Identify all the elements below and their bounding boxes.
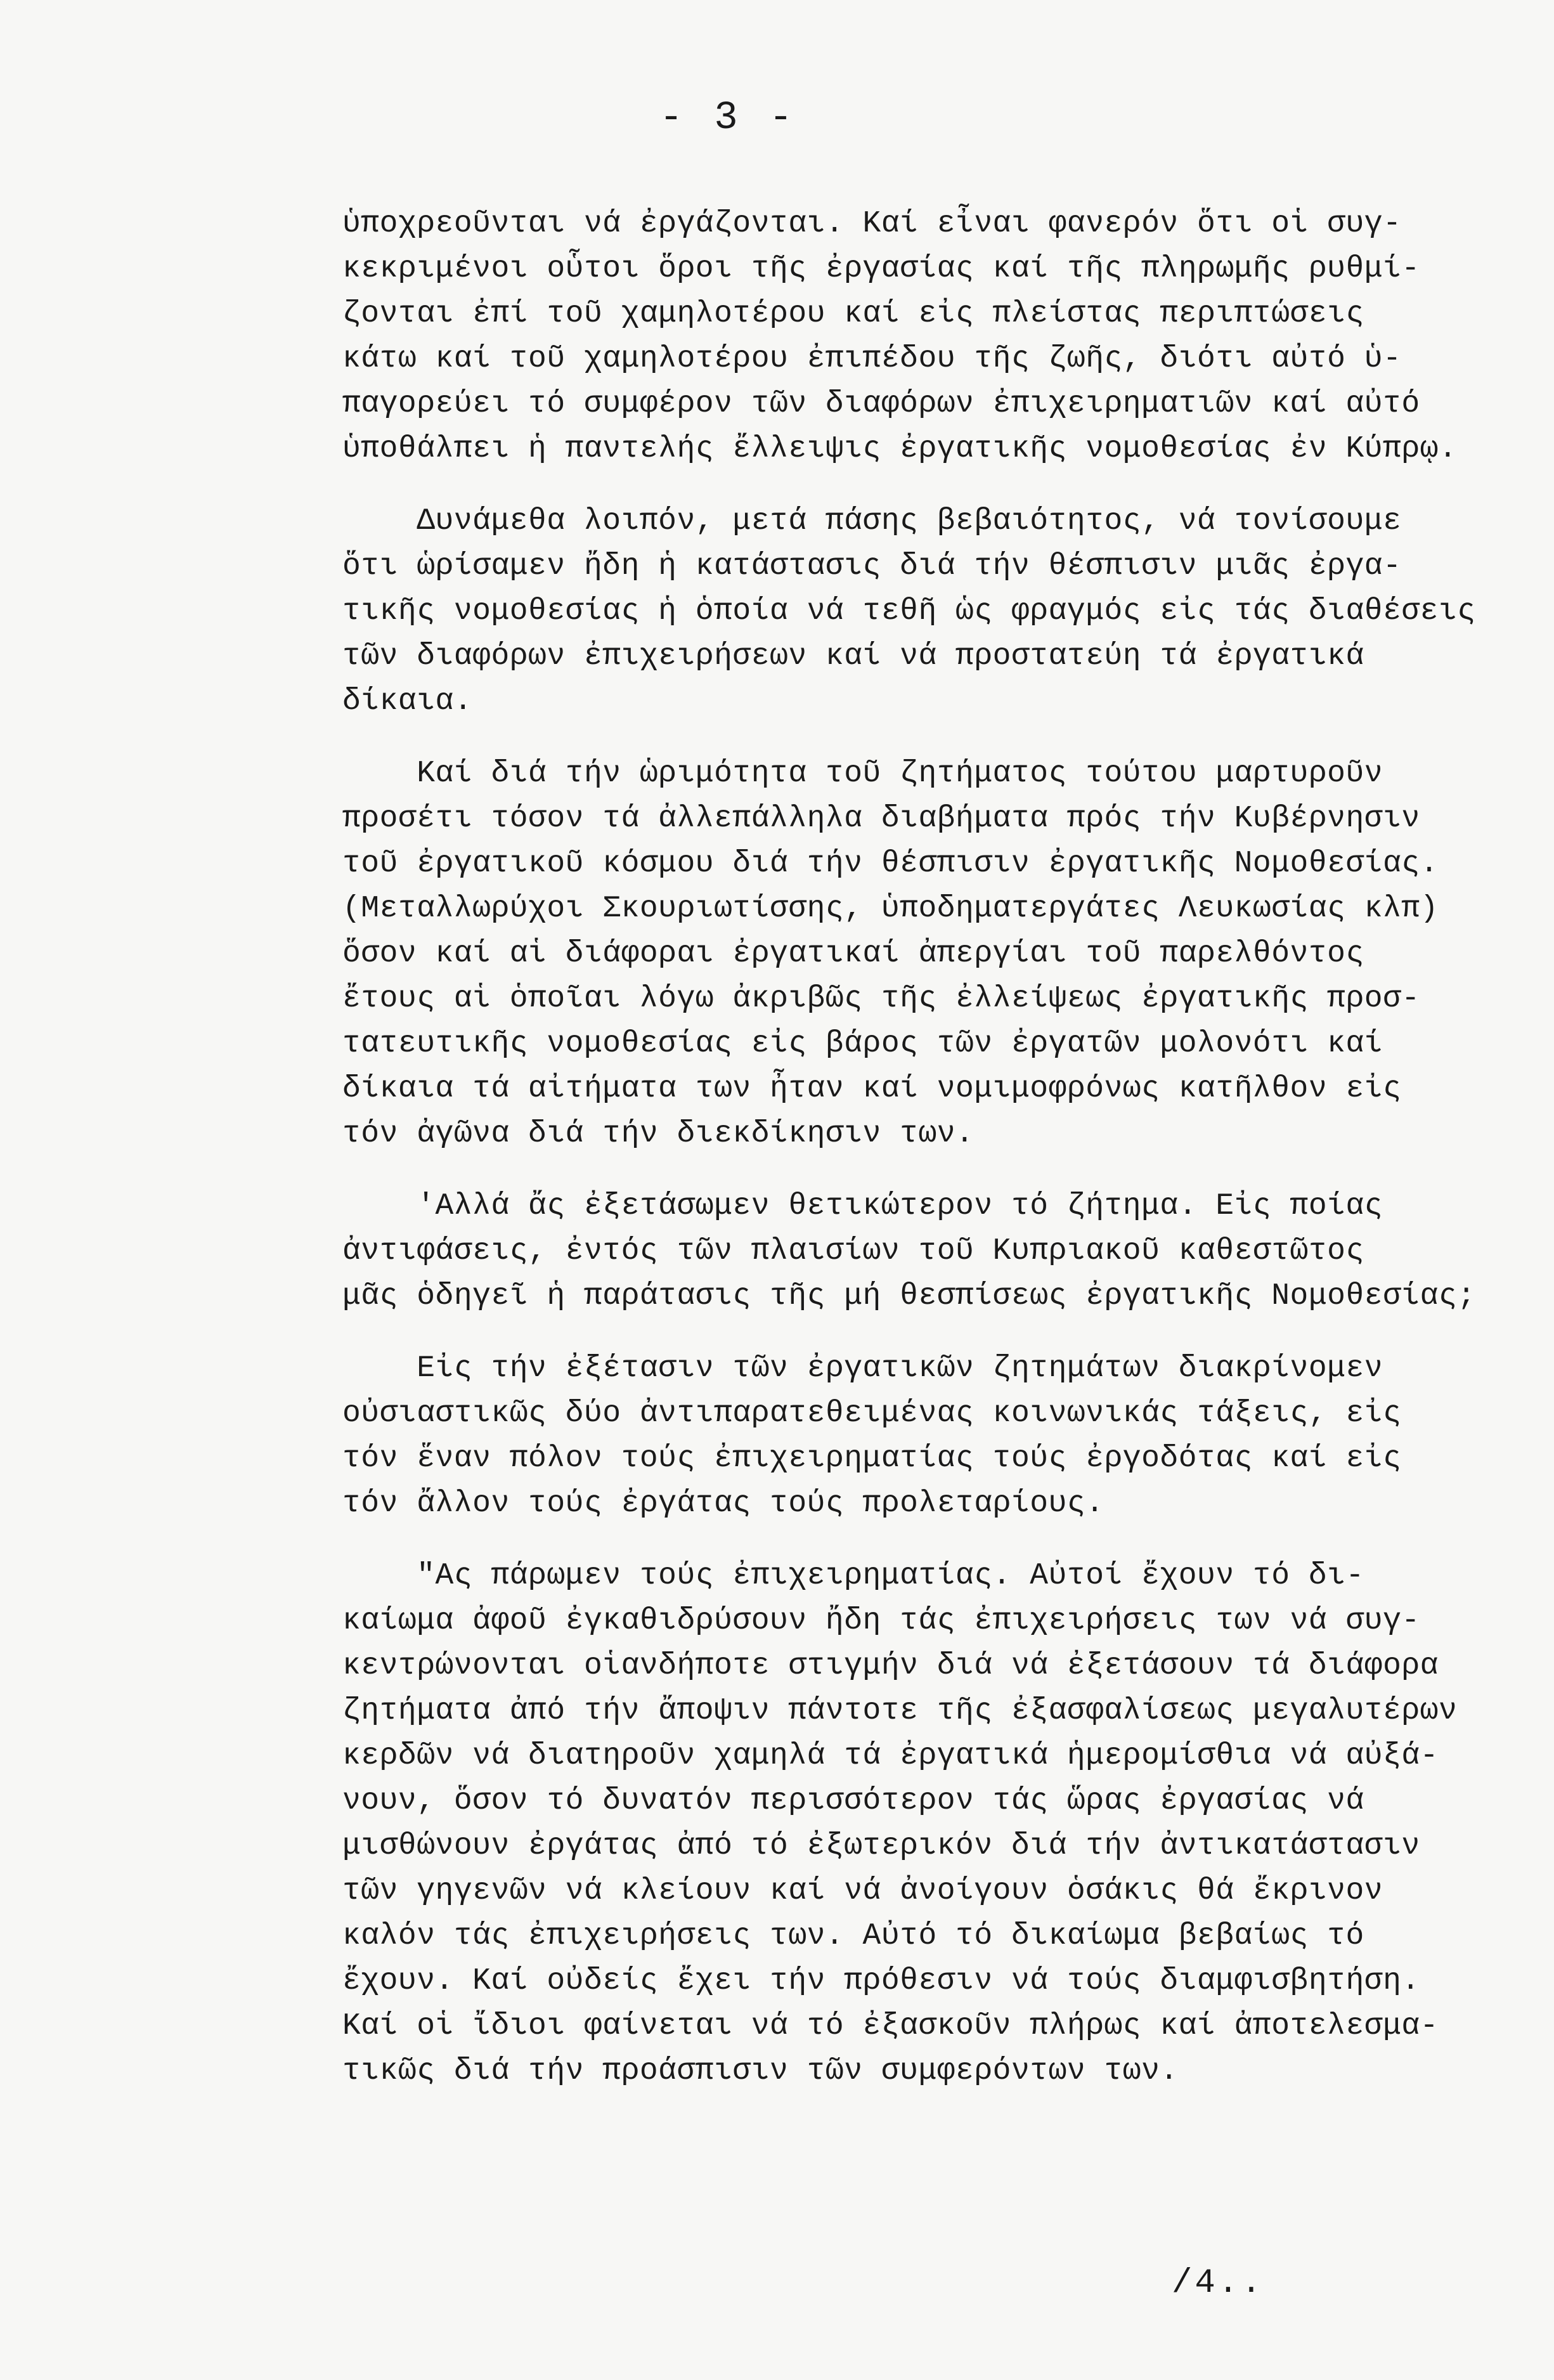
text-line: Καί οἱ ἴδιοι φαίνεται νά τό ἐξασκοῦν πλήρως καί ἀποτελεσμα- [342,2009,1439,2043]
text-line: κεκριμένοι οὗτοι ὅροι τῆς ἐργασίας καί τῆς πληρωμῆς ρυθμί- [342,252,1420,286]
text-line: τῶν διαφόρων ἐπιχειρήσεων καί νά προστατεύη τά ἐργατικά [342,639,1364,673]
paragraph-gap [342,1157,1534,1184]
text-line: ὑποχρεοῦνται νά ἐργάζονται. Καί εἶναι φανερόν ὅτι οἱ συγ- [342,207,1402,241]
text-line: ζητήματα ἀπό τήν ἄποψιν πάντοτε τῆς ἐξασφαλίσεως μεγαλυτέρων [342,1694,1458,1728]
paragraph [342,1346,1534,1526]
text-line: μισθώνουν ἐργάτας ἀπό τό ἐξωτερικόν διά τήν ἀντικατάστασιν [342,1829,1420,1863]
text-line: ἀντιφάσεις, ἐντός τῶν πλαισίων τοῦ Κυπριακοῦ καθεστῶτος [342,1234,1364,1268]
paragraph-gap [342,472,1534,499]
text-line: κεντρώνονται οἱανδήποτε στιγμήν διά νά ἐξετάσουν τά διάφορα [342,1649,1439,1683]
continuation-marker: /4.. [1172,2264,1264,2303]
text-line: καίωμα ἀφοῦ ἐγκαθιδρύσουν ἤδη τάς ἐπιχειρήσεις των νά συγ- [342,1604,1420,1638]
text-line: δίκαια. [342,684,473,719]
paragraph [342,751,1534,1157]
text-line: τατευτικῆς νομοθεσίας εἰς βάρος τῶν ἐργατῶν μολονότι καί [342,1027,1383,1061]
text-line: Καί διά τήν ὡριμότητα τοῦ ζητήματος τούτου μαρτυροῦν [342,757,1383,791]
text-line: τόν ἄλλον τούς ἐργάτας τούς προλεταρίους. [342,1486,1104,1521]
text-line: Δυνάμεθα λοιπόν, μετά πάσης βεβαιότητος, νά τονίσουμε [342,504,1402,538]
text-line: "Ας πάρωμεν τούς ἐπιχειρηματίας. Αὐτοί ἔχουν τό δι- [342,1559,1364,1593]
text-line: τικῆς νομοθεσίας ἡ ὁποία νά τεθῆ ὡς φραγμός εἰς τάς διαθέσεις [342,594,1476,628]
body-text [342,202,1534,2094]
text-line: προσέτι τόσον τά ἀλλεπάλληλα διαβήματα πρός τήν Κυβέρνησιν [342,802,1420,836]
text-line: (Μεταλλωρύχοι Σκουριωτίσσης, ὑποδηματεργάτες Λευκωσίας κλπ) [342,892,1439,926]
paragraph [342,1554,1534,2094]
paragraph [342,499,1534,724]
text-line: 'Αλλά ἄς ἐξετάσωμεν θετικώτερον τό ζήτημα. Εἰς ποίας [342,1189,1383,1223]
text-line: ἔτους αἱ ὁποῖαι λόγω ἀκριβῶς τῆς ἐλλείψεως ἐργατικῆς προσ- [342,982,1420,1016]
text-line: ὑποθάλπει ἡ παντελής ἔλλειψις ἐργατικῆς νομοθεσίας ἐν Κύπρῳ. [342,432,1458,466]
text-line: ἔχουν. Καί οὐδείς ἔχει τήν πρόθεσιν νά τούς διαμφισβητήση. [342,1964,1420,1998]
text-line: τοῦ ἐργατικοῦ κόσμου διά τήν θέσπισιν ἐργατικῆς Νομοθεσίας. [342,847,1439,881]
text-line: τικῶς διά τήν προάσπισιν τῶν συμφερόντων των. [342,2054,1179,2088]
paragraph-gap [342,1319,1534,1346]
text-line: νουν, ὅσον τό δυνατόν περισσότερον τάς ὥρας ἐργασίας νά [342,1784,1364,1818]
text-line: ὅτι ὡρίσαμεν ἤδη ἡ κατάστασις διά τήν θέσπισιν μιᾶς ἐργα- [342,549,1402,583]
page-number: - 3 - [659,95,797,140]
text-line: Εἰς τήν ἐξέτασιν τῶν ἐργατικῶν ζητημάτων διακρίνομεν [342,1351,1383,1386]
text-line: οὐσιαστικῶς δύο ἀντιπαρατεθειμένας κοινωνικάς τάξεις, εἰς [342,1396,1402,1431]
paragraph-gap [342,1526,1534,1554]
text-line: τόν ἕναν πόλον τούς ἐπιχειρηματίας τούς ἐργοδότας καί εἰς [342,1441,1402,1476]
paragraph [342,202,1534,472]
text-line: ὅσον καί αἱ διάφοραι ἐργατικαί ἀπεργίαι τοῦ παρελθόντος [342,937,1364,971]
text-line: κερδῶν νά διατηροῦν χαμηλά τά ἐργατικά ἡμερομίσθια νά αὐξά- [342,1739,1439,1773]
paragraph [342,1184,1534,1319]
text-line: καλόν τάς ἐπιχειρήσεις των. Αὐτό τό δικαίωμα βεβαίως τό [342,1919,1364,1953]
text-line: ζονται ἐπί τοῦ χαμηλοτέρου καί εἰς πλείστας περιπτώσεις [342,297,1364,331]
text-line: τόν ἀγῶνα διά τήν διεκδίκησιν των. [342,1117,974,1151]
text-line: δίκαια τά αἰτήματα των ἦταν καί νομιμοφρόνως κατῆλθον εἰς [342,1072,1402,1106]
text-line: παγορεύει τό συμφέρον τῶν διαφόρων ἐπιχειρηματιῶν καί αὐτό [342,387,1420,421]
text-line: κάτω καί τοῦ χαμηλοτέρου ἐπιπέδου τῆς ζωῆς, διότι αὐτό ὑ- [342,342,1402,376]
text-line: τῶν γηγενῶν νά κλείουν καί νά ἀνοίγουν ὁσάκις θά ἔκρινον [342,1874,1383,1908]
text-line: μᾶς ὁδηγεῖ ἡ παράτασις τῆς μή θεσπίσεως ἐργατικῆς Νομοθεσίας; [342,1279,1476,1313]
paragraph-gap [342,724,1534,751]
